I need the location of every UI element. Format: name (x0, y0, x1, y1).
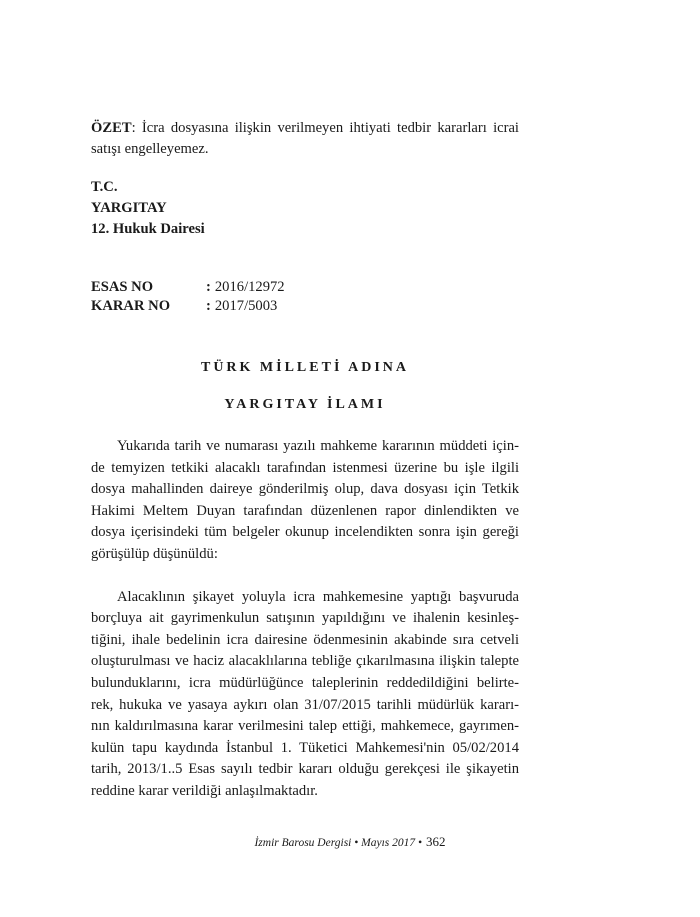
paragraph-2-line: nın kaldırılmasına karar verilmesini talep ettiği, mahkemece, gayrımen- (91, 718, 519, 735)
paragraph-1 (91, 436, 519, 566)
karar-row (91, 297, 519, 316)
karar-separator: : (206, 298, 211, 314)
paragraph-1-line: Yukarıda tarih ve numarası yazılı mahkeme kararının müddeti için- (117, 438, 519, 454)
journal-name: İzmir Barosu Dergisi • Mayıs 2017 • (254, 837, 423, 849)
document-page (91, 118, 519, 803)
heading-ilam: YARGITAY İLAMI (224, 397, 386, 412)
paragraph-2-line: tiğini, ihale bedelinin icra dairesine ödenmesinin akabinde sıra cetveli (91, 631, 519, 648)
heading-nation: TÜRK MİLLETİ ADINA (200, 360, 410, 375)
paragraph-1-line: dosya mahallinden daireye gönderilmiş olup, dava dosyası için Tetkik (91, 481, 519, 498)
court-line-tc: T.C. (91, 179, 118, 195)
summary-label: ÖZET (91, 120, 132, 136)
paragraph-2-line: Alacaklının şikayet yoluyla icra mahkemesine yaptığı başvuruda (117, 588, 519, 605)
esas-row (91, 278, 519, 297)
paragraph-2-line: kulün tapu kaydında İstanbul 1. Tüketici Mahkemesi'nin 05/02/2014 (91, 739, 519, 756)
paragraph-2-line: bulunduklarını, icra müdürlüğünce taleplerinin reddedildiğini belirte- (91, 674, 519, 691)
paragraph-2-line: tarih, 2013/1..5 Esas sayılı tedbir kararı olduğu gerekçesi ile şikayetin (91, 761, 519, 778)
court-line-yargitay: YARGITAY (91, 200, 167, 216)
karar-label: KARAR NO (91, 298, 171, 314)
paragraph-1-line: dosya içerisindeki tüm belgeler okunup incelendikten sonra işin gereği (91, 524, 519, 541)
case-info (91, 278, 519, 316)
paragraph-2-line: reddine karar verildiği anlaşılmaktadır. (91, 782, 318, 799)
paragraph-1-line: Hakimi Meltem Duyan tarafından düzenlenen rapor dinlendikten ve (91, 502, 519, 519)
esas-value: 2016/12972 (214, 279, 285, 295)
page-number: 362 (426, 834, 446, 849)
court-header (91, 177, 519, 240)
esas-separator: : (206, 279, 211, 295)
paragraph-2-line: oluşturulması ve haciz alacaklılarına tebliğe çıkarılmasına ilişkin talepte (91, 653, 519, 670)
paragraph-2-line: borçluya ait gayrimenkulun satışının yapıldığını ve ihalenin kesinleş- (91, 610, 519, 627)
paragraph-1-line: de temyizen tetkiki alacaklı tarafından istenmesi üzerine bu işle ilgili (91, 459, 519, 476)
court-line-chamber: 12. Hukuk Dairesi (91, 221, 205, 237)
paragraph-2-line: rek, hukuka ve yasaya aykırı olan 31/07/2015 tarihli müdürlük kararı- (91, 696, 519, 713)
paragraph-1-line: görüşülüp düşünüldü: (91, 545, 218, 562)
summary-text: : İcra dosyasına ilişkin verilmeyen ihtiyati tedbir kararları icrai satışı engelleyemez. (91, 120, 519, 157)
karar-value: 2017/5003 (214, 298, 278, 314)
paragraph-2 (91, 587, 519, 803)
page-footer (0, 834, 700, 850)
summary (91, 118, 519, 160)
esas-label: ESAS NO (91, 279, 154, 295)
